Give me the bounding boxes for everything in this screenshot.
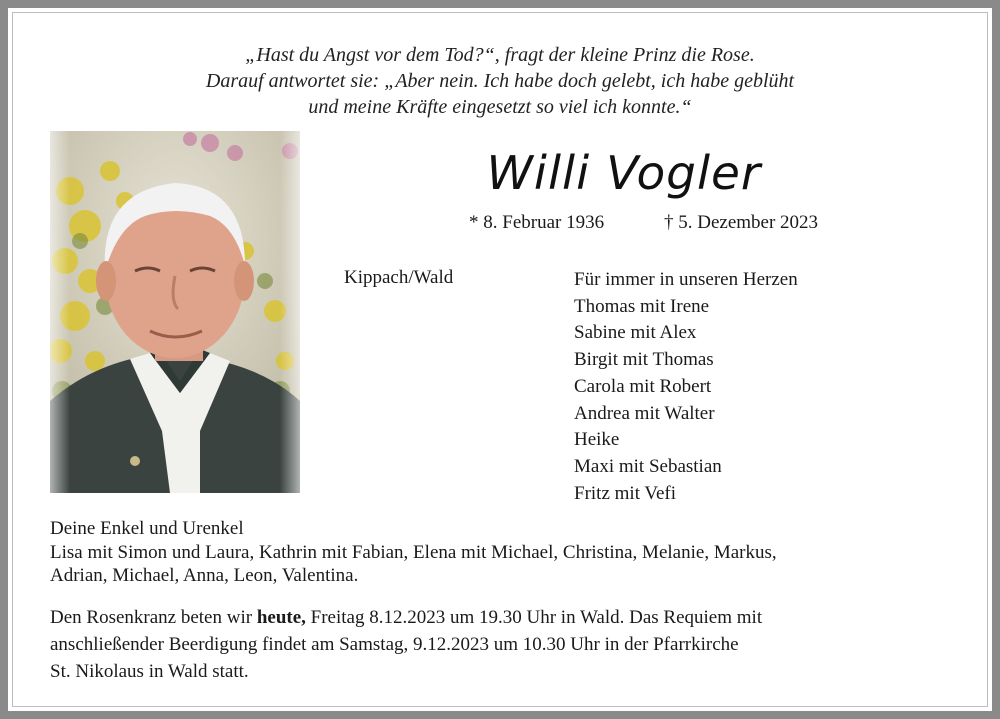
epigraph-quote xyxy=(0,42,1000,120)
family-line: Birgit mit Thomas xyxy=(574,349,714,371)
family-line: Maxi mit Sebastian xyxy=(574,455,722,477)
service-text: Den Rosenkranz beten wir xyxy=(50,607,257,628)
deceased-name: Willi Vogler xyxy=(486,146,762,200)
family-line: Für immer in unseren Herzen xyxy=(574,269,798,290)
service-line: anschließender Beerdigung findet am Samstag, 9.12.2023 um 10.30 Uhr in der Pfarrkirche xyxy=(50,634,739,655)
family-line: Andrea mit Walter xyxy=(574,402,715,424)
family-line: Sabine mit Alex xyxy=(574,322,697,344)
portrait-photo xyxy=(50,131,300,493)
grandchildren-line: Adrian, Michael, Anna, Leon, Valentina. xyxy=(50,565,359,586)
birth-date: * 8. Februar 1936 xyxy=(469,212,605,233)
family-line: Fritz mit Vefi xyxy=(574,482,677,504)
grandchildren-line: Lisa mit Simon und Laura, Kathrin mit Fabian, Elena mit Michael, Christina, Melanie, Markus, xyxy=(50,541,777,563)
place-name: Kippach/Wald xyxy=(344,267,454,288)
service-notice xyxy=(50,604,762,685)
family-list xyxy=(574,267,798,507)
service-line: St. Nikolaus in Wald statt. xyxy=(50,661,249,682)
family-line: Thomas mit Irene xyxy=(574,295,710,317)
service-line xyxy=(50,604,762,631)
quote-line: „Hast du Angst vor dem Tod?“, fragt der kleine Prinz die Rose. xyxy=(245,44,755,66)
service-text: Freitag 8.12.2023 um 19.30 Uhr in Wald. Das Requiem mit xyxy=(305,607,763,628)
quote-line: Darauf antwortet sie: „Aber nein. Ich habe doch gelebt, ich habe geblüht xyxy=(205,70,795,92)
grandchildren-heading: Deine Enkel und Urenkel xyxy=(50,518,244,539)
family-line: Heike xyxy=(574,429,620,451)
family-line: Carola mit Robert xyxy=(574,375,712,397)
service-today: heute, xyxy=(256,607,306,628)
grandchildren-section xyxy=(50,517,777,588)
quote-line: und meine Kräfte eingesetzt so viel ich konnte.“ xyxy=(308,96,692,118)
death-date: † 5. Dezember 2023 xyxy=(664,212,819,233)
